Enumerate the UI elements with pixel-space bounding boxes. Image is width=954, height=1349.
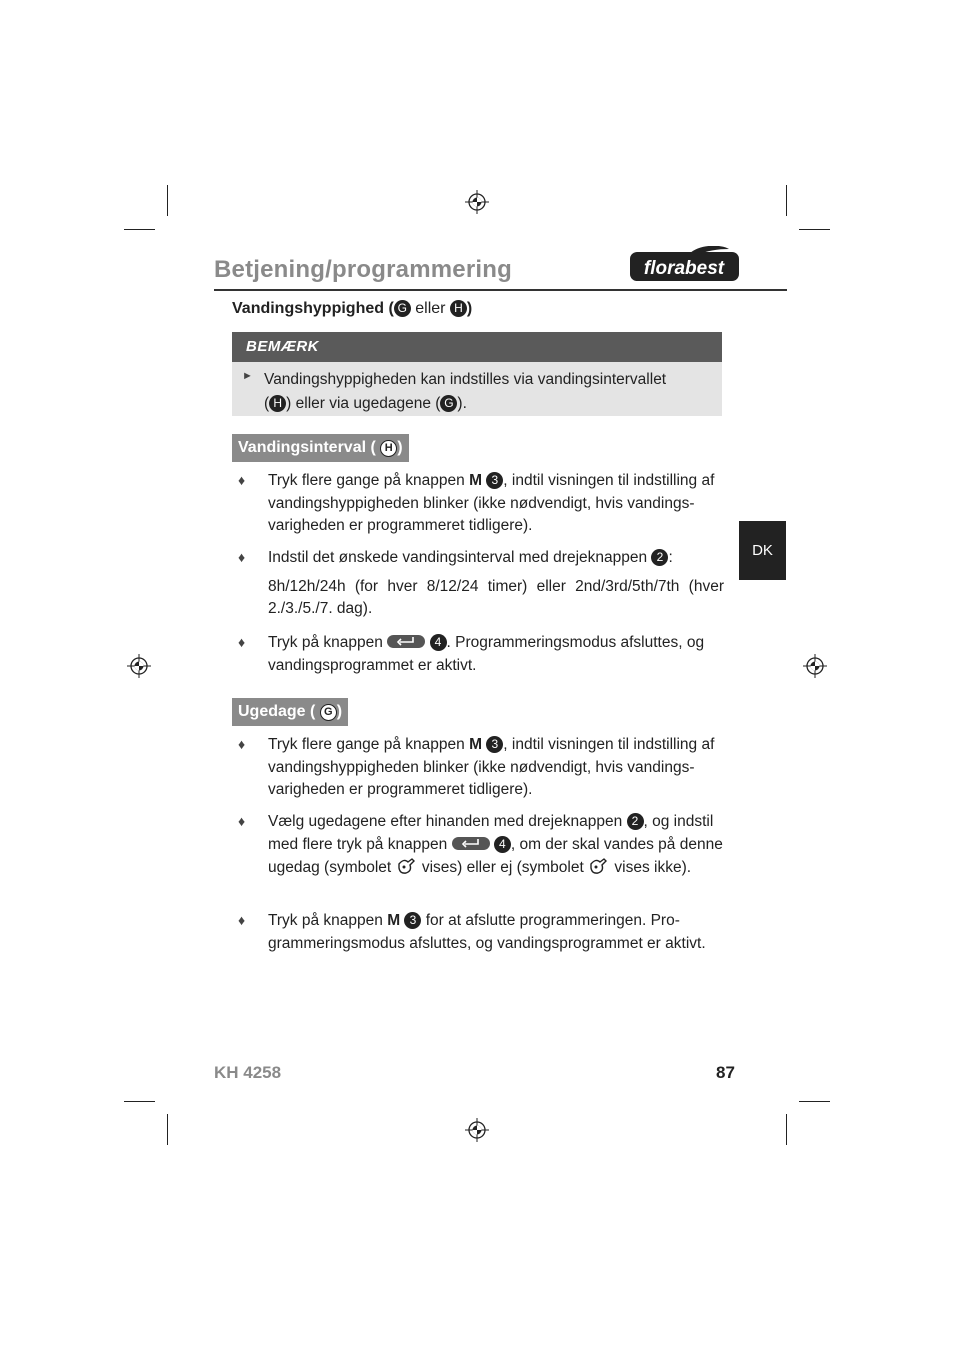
badge-number: 3 — [404, 912, 421, 929]
text: vises) eller ej (symbolet — [417, 859, 589, 876]
diamond-bullet-icon: ♦ — [238, 549, 246, 565]
key-m: M — [469, 472, 482, 489]
badge-number: 3 — [486, 736, 503, 753]
crop-mark — [124, 1101, 155, 1102]
subheading-watering-frequency — [232, 300, 472, 318]
crop-mark — [167, 1114, 168, 1145]
subheading-middle: eller — [415, 300, 446, 317]
badge-g: G — [320, 704, 337, 721]
diamond-bullet-icon: ♦ — [238, 472, 246, 488]
section-title-prefix: Vandingsinterval ( — [238, 439, 376, 456]
registration-mark-icon — [127, 654, 151, 678]
section-heading-weekdays — [232, 698, 348, 726]
crop-mark — [124, 229, 155, 230]
diamond-bullet-icon: ♦ — [238, 912, 246, 928]
text: , indtil visningen til indstilling af vandingshyppigheden blinker (ikke nødvendigt, hvis vandings-varigheden er programmeret tidligere). — [268, 736, 715, 798]
logo-text: florabest — [643, 258, 725, 279]
list-item-text — [268, 547, 724, 621]
text: Tryk på knappen — [268, 634, 388, 651]
subheading-prefix: Vandingshyppighed ( — [232, 300, 394, 317]
note-text: Vandingshyppigheden kan indstilles via vandingsintervallet ( H ) eller via ugedagene ( G ). — [264, 371, 667, 412]
note-text-part2: ) eller via ugedagene ( — [286, 395, 441, 412]
note-header — [232, 332, 722, 362]
diamond-bullet-icon: ♦ — [238, 634, 246, 650]
crop-mark — [786, 1114, 787, 1145]
badge-number: 2 — [627, 813, 644, 830]
florabest-logo — [629, 246, 740, 282]
key-m: M — [387, 912, 401, 929]
list-item-text — [268, 910, 724, 955]
badge-h: H — [450, 300, 467, 317]
crop-mark — [799, 229, 830, 230]
badge-number: 4 — [430, 634, 447, 651]
list-item-text — [268, 811, 724, 880]
text: Tryk flere gange på knappen — [268, 472, 470, 489]
section-title-prefix: Ugedage ( — [238, 703, 316, 720]
note-text-part3: ). — [457, 395, 467, 412]
note-body — [232, 362, 722, 416]
section-title-suffix: ) — [397, 439, 403, 456]
interval-options: 8h/12h/24h (for hver 8/12/24 timer) eller 2nd/3rd/5th/7th (hver 2./3./5./7. dag). — [268, 577, 724, 617]
registration-mark-icon — [465, 1118, 489, 1142]
enter-key-icon — [387, 635, 425, 648]
model-number: KH 4258 — [214, 1063, 282, 1082]
page-title: Betjening/programmering — [214, 256, 512, 283]
enter-key-icon — [452, 837, 490, 850]
section-title-suffix: ) — [336, 703, 343, 720]
badge-number: 2 — [651, 549, 668, 566]
note-text-part1: Vandingshyppigheden kan indstilles via vandingsintervallet — [264, 371, 667, 388]
text: Tryk flere gange på knappen — [268, 736, 470, 753]
text: , og indstil med flere tryk på knappen — [268, 813, 714, 853]
watering-can-icon — [396, 856, 418, 876]
text: Vælg ugedagene efter hinanden med drejeknappen — [268, 813, 627, 830]
text: for at afslutte programmeringen. Pro-grammeringsmodus afsluttes, og vandingsprogrammet er aktivt. — [268, 912, 706, 952]
text: Tryk på knappen — [268, 912, 388, 929]
registration-mark-icon — [465, 190, 489, 214]
note-label: BEMÆRK — [246, 338, 319, 355]
key-m: M — [469, 736, 482, 753]
list-item-text — [268, 470, 724, 538]
text: . Programmeringsmodus afsluttes, og vandingsprogrammet er aktivt. — [268, 634, 705, 674]
list-item-text — [268, 632, 724, 677]
page-number: 87 — [716, 1063, 735, 1082]
text: : — [668, 549, 673, 566]
badge-number: 4 — [494, 836, 511, 853]
registration-mark-icon — [803, 654, 827, 678]
header-rule — [214, 289, 787, 291]
badge-h: H — [380, 440, 397, 457]
arrow-right-icon: ► — [242, 370, 253, 382]
crop-mark — [167, 185, 168, 216]
text: , om der skal vandes på denne ugedag (symbolet — [268, 835, 723, 876]
watering-can-icon — [588, 856, 610, 876]
text: Indstil det ønskede vandingsinterval med drejeknappen — [268, 549, 652, 566]
text: , indtil visningen til indstilling af vandingshyppigheden blinker (ikke nødvendigt, hvis vandings-varigheden er programmeret tidligere). — [268, 472, 715, 534]
crop-mark — [786, 185, 787, 216]
badge-g: G — [440, 395, 457, 412]
language-tab: DK — [739, 521, 786, 580]
diamond-bullet-icon: ♦ — [238, 736, 246, 752]
list-item-text — [268, 734, 724, 802]
crop-mark — [799, 1101, 830, 1102]
badge-g: G — [394, 300, 411, 317]
subheading-suffix: ) — [466, 300, 473, 317]
text: vises ikke). — [610, 859, 692, 876]
badge-h: H — [269, 395, 286, 412]
diamond-bullet-icon: ♦ — [238, 813, 246, 829]
badge-number: 3 — [486, 472, 503, 489]
section-heading-interval — [232, 434, 409, 462]
